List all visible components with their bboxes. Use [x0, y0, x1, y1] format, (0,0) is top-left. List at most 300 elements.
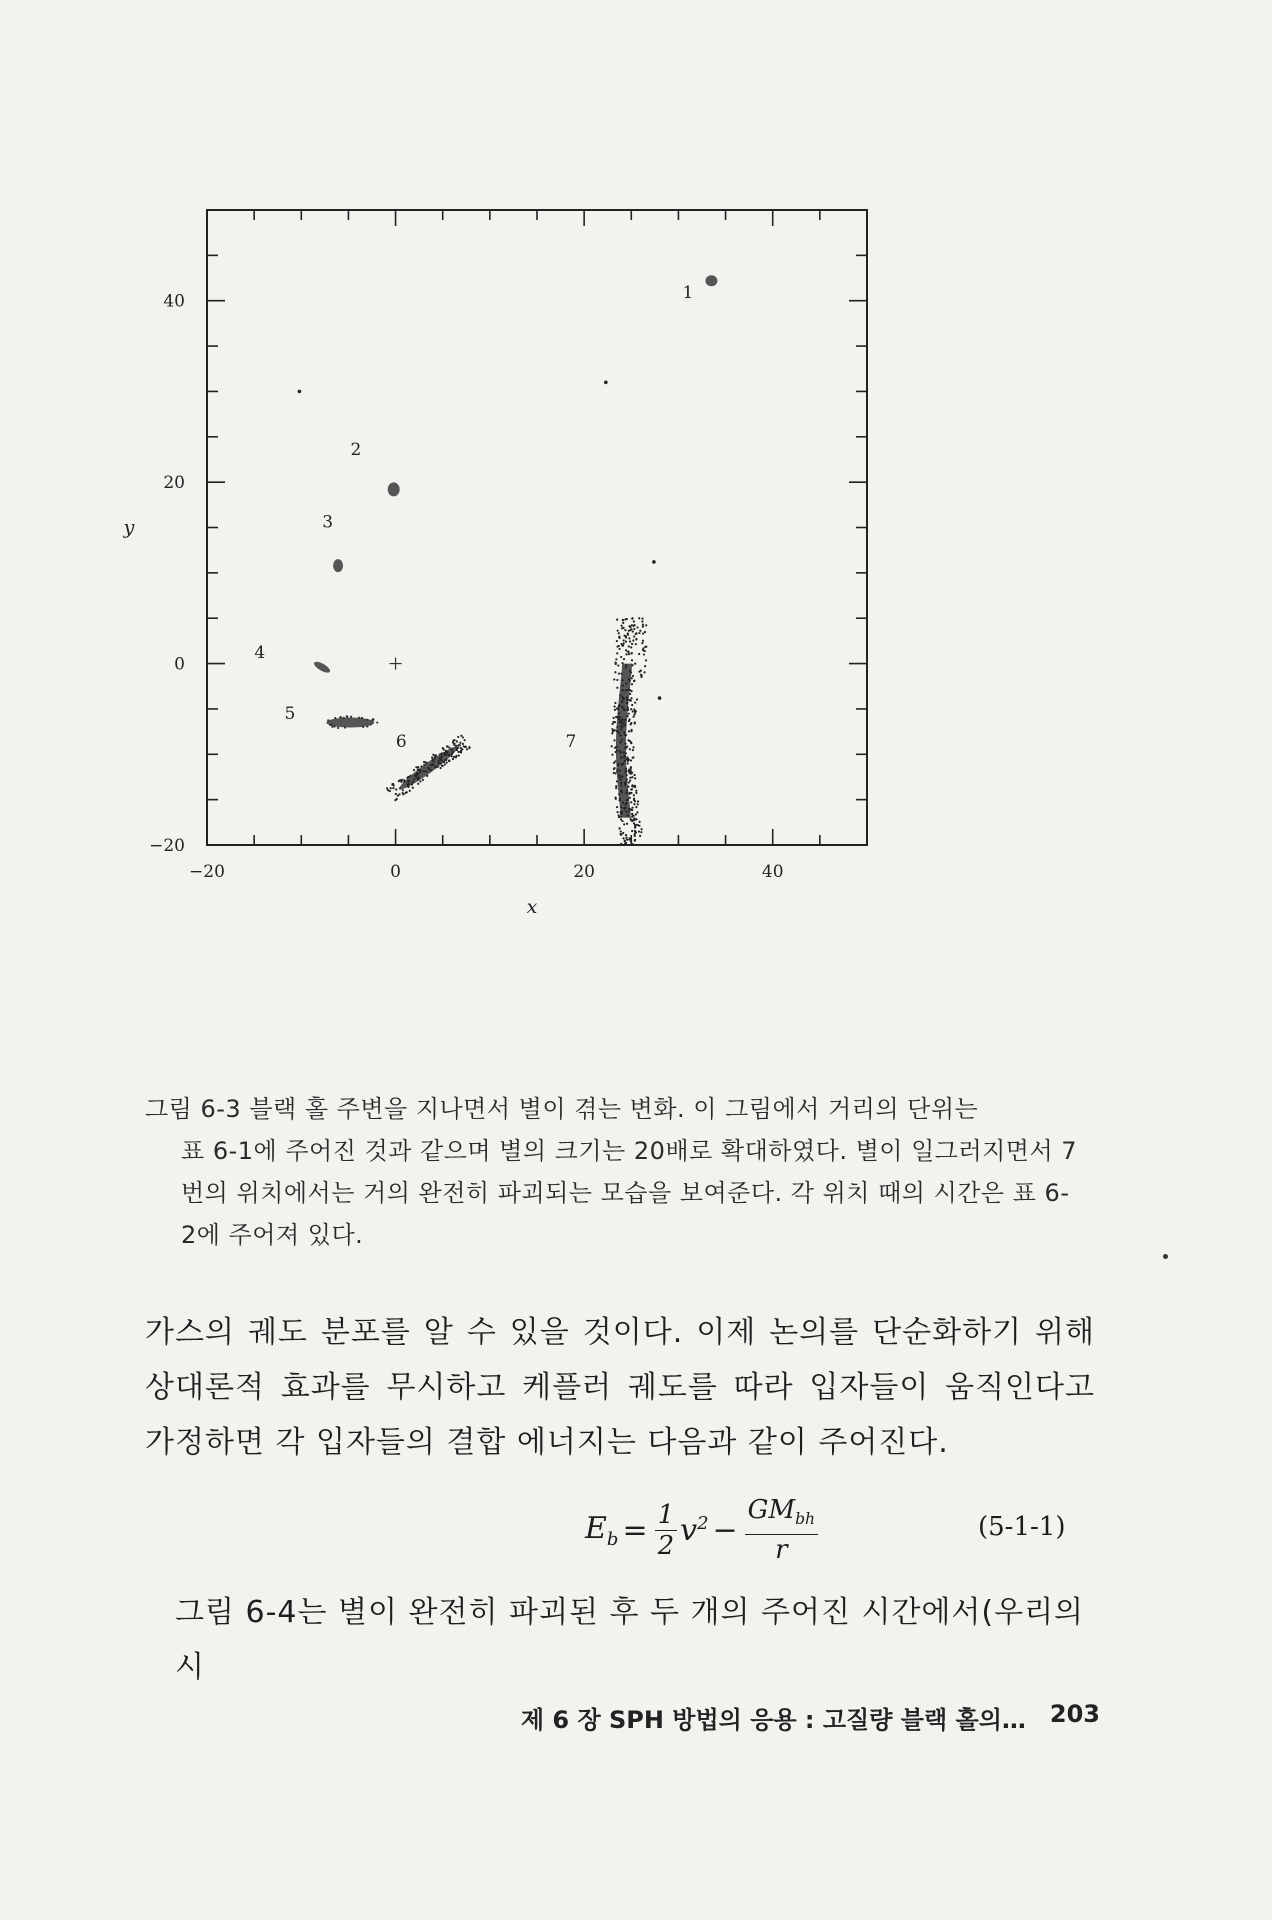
star-particle	[451, 755, 453, 757]
star-particle	[613, 678, 615, 680]
star-particle	[445, 751, 447, 753]
star-particle	[637, 800, 639, 802]
figure-6-3	[123, 210, 1090, 1070]
star-particle	[621, 627, 623, 629]
star-particle	[616, 806, 618, 808]
star-particle	[466, 748, 468, 750]
y-tick-label: 20	[163, 473, 185, 494]
star-particle	[622, 685, 624, 687]
star-particle	[626, 745, 628, 747]
star-particle	[627, 762, 629, 764]
margin-dot	[1163, 1254, 1168, 1259]
star-particle	[457, 751, 459, 753]
star-particle	[616, 687, 618, 689]
star-particle	[637, 803, 639, 805]
star-particle	[619, 779, 621, 781]
star-particle	[620, 811, 622, 813]
star-particle	[634, 839, 636, 841]
star-particle	[627, 798, 629, 800]
star-particle	[634, 710, 636, 712]
star-particle	[457, 736, 459, 738]
star-particle	[628, 781, 630, 783]
star-particle	[370, 723, 372, 725]
star-particle	[642, 633, 644, 635]
star-particle	[635, 818, 637, 820]
star-particle	[628, 678, 630, 680]
star-particle	[620, 784, 622, 786]
star-particle	[622, 802, 624, 804]
star-particle	[441, 760, 443, 762]
y-tick-label: 0	[174, 654, 185, 675]
star-particle	[425, 761, 427, 763]
star-particle	[615, 787, 617, 789]
star-particle	[419, 771, 421, 773]
star-particle	[631, 830, 633, 832]
star-particle	[444, 754, 446, 756]
star-particle	[633, 774, 635, 776]
star-particle	[615, 785, 617, 787]
star-particle	[621, 775, 623, 777]
star-particle	[614, 721, 616, 723]
star-particle	[623, 751, 625, 753]
star-particle	[358, 717, 360, 719]
star-particle	[415, 774, 417, 776]
star-particle	[625, 811, 627, 813]
star-particle	[618, 636, 620, 638]
star-particle	[630, 769, 632, 771]
star-particle	[624, 808, 626, 810]
star-particle	[617, 763, 619, 765]
star-particle	[620, 728, 622, 730]
star-particle	[331, 726, 333, 728]
star-particle	[464, 739, 466, 741]
star-particle	[350, 716, 352, 718]
star-particle	[630, 818, 632, 820]
position-label-5: 5	[284, 703, 296, 724]
star-particle	[621, 705, 623, 707]
star-particle	[618, 793, 620, 795]
star-particle	[422, 779, 424, 781]
star-particle	[459, 744, 461, 746]
star-particle	[636, 698, 638, 700]
figure-caption	[145, 1088, 1085, 1256]
star-particle	[625, 641, 627, 643]
star-particle	[632, 749, 634, 751]
star-particle	[620, 782, 622, 784]
star-particle	[613, 772, 615, 774]
x-tick-label: 20	[573, 862, 595, 882]
star-particle	[633, 822, 635, 824]
star-particle	[637, 824, 639, 826]
star-particle	[624, 784, 626, 786]
x-tick-label: 0	[390, 862, 401, 882]
star-particle	[633, 714, 635, 716]
star-particle	[630, 840, 632, 842]
star-particle	[629, 670, 631, 672]
star-particle	[438, 762, 440, 764]
star-particle	[645, 624, 647, 626]
star-particle	[632, 710, 634, 712]
x-tick-label: −20	[189, 862, 225, 882]
star-particle	[630, 773, 632, 775]
star-particle	[628, 730, 630, 732]
equation-5-1-1	[0, 1490, 1272, 1570]
star-particle	[628, 680, 630, 682]
star-particle	[632, 757, 634, 759]
star-particle	[628, 810, 630, 812]
star-position-1	[705, 275, 717, 286]
star-particle	[630, 699, 632, 701]
star-particle	[629, 837, 631, 839]
caption-rest: 표 6-1에 주어진 것과 같으며 별의 크기는 20배로 확대하였다. 별이 일그러지면서 7번의 위치에서는 거의 완전히 파괴되는 모습을 보여준다. 각 위치 때의 시간은 표 6-2에 주어져 있다.	[181, 1137, 1078, 1249]
star-particle	[392, 783, 394, 785]
star-particle	[396, 798, 398, 800]
star-particle	[633, 680, 635, 682]
star-particle	[630, 690, 632, 692]
star-particle	[632, 675, 634, 677]
star-particle	[437, 766, 439, 768]
star-particle	[631, 643, 633, 645]
star-particle	[612, 730, 614, 732]
star-particle	[634, 721, 636, 723]
star-particle	[642, 640, 644, 642]
star-particle	[460, 735, 462, 737]
star-particle	[618, 704, 620, 706]
star-particle	[623, 724, 625, 726]
eq-fraction-potential: $\frac{GM_{bh}}{r}$	[745, 1495, 818, 1565]
star-particle	[623, 698, 625, 700]
star-particle	[621, 726, 623, 728]
star-particle	[630, 646, 632, 648]
star-particle	[626, 697, 628, 699]
star-particle	[641, 642, 643, 644]
star-particle	[625, 770, 627, 772]
star-particle	[415, 776, 417, 778]
star-particle	[632, 785, 634, 787]
star-particle	[642, 626, 644, 628]
y-axis-label: y	[123, 516, 135, 539]
star-particle	[634, 800, 636, 802]
star-particle	[632, 746, 634, 748]
star-particle	[625, 842, 627, 844]
star-particle	[408, 780, 410, 782]
star-particle	[627, 689, 629, 691]
star-particle	[625, 752, 627, 754]
star-particle	[644, 665, 646, 667]
star-particle	[619, 833, 621, 835]
star-particle	[616, 619, 618, 621]
star-particle	[631, 664, 633, 666]
star-particle	[618, 776, 620, 778]
star-particle	[623, 639, 625, 641]
star-particle	[468, 747, 470, 749]
star-particle	[451, 748, 453, 750]
star-particle	[630, 801, 632, 803]
star-particle	[635, 792, 637, 794]
star-particle	[631, 617, 633, 619]
star-particle	[641, 828, 643, 830]
star-particle	[330, 724, 332, 726]
star-particle	[618, 712, 620, 714]
star-particle	[616, 640, 618, 642]
star-particle	[440, 762, 442, 764]
star-particle	[619, 750, 621, 752]
star-particle	[620, 741, 622, 743]
star-particle	[619, 734, 621, 736]
star-particle	[344, 726, 346, 728]
x-axis-label: x	[526, 896, 538, 918]
star-particle	[622, 763, 624, 765]
star-particle	[626, 823, 628, 825]
star-particle	[634, 701, 636, 703]
star-particle	[398, 793, 400, 795]
star-particle	[432, 759, 434, 761]
star-particle	[629, 693, 631, 695]
star-particle	[390, 787, 392, 789]
star-particle	[634, 825, 636, 827]
star-particle	[458, 754, 460, 756]
star-particle	[620, 815, 622, 817]
star-particle	[618, 799, 620, 801]
star-particle	[629, 748, 631, 750]
star-particle	[411, 783, 413, 785]
star-particle	[611, 754, 613, 756]
star-particle	[448, 760, 450, 762]
star-particle	[636, 811, 638, 813]
position-label-2: 2	[350, 439, 362, 460]
star-particle	[402, 793, 404, 795]
stray-point	[298, 390, 302, 394]
star-particle	[638, 617, 640, 619]
star-particle	[624, 629, 626, 631]
star-particle	[620, 790, 622, 792]
star-particle	[618, 732, 620, 734]
star-particle	[620, 656, 622, 658]
star-particle	[621, 700, 623, 702]
star-particle	[619, 827, 621, 829]
star-particle	[456, 740, 458, 742]
star-particle	[620, 830, 622, 832]
star-particle	[642, 624, 644, 626]
star-particle	[615, 716, 617, 718]
star-particle	[641, 617, 643, 619]
star-particle	[623, 721, 625, 723]
star-particle	[640, 676, 642, 678]
star-particle	[621, 820, 623, 822]
star-particle	[631, 788, 633, 790]
star-particle	[618, 645, 620, 647]
star-particle	[427, 767, 429, 769]
star-particle	[620, 643, 622, 645]
star-particle	[446, 745, 448, 747]
star-particle	[626, 715, 628, 717]
star-particle	[621, 739, 623, 741]
star-particle	[452, 741, 454, 743]
star-particle	[426, 775, 428, 777]
star-particle	[430, 769, 432, 771]
star-particle	[635, 813, 637, 815]
star-particle	[631, 683, 633, 685]
star-particle	[631, 776, 633, 778]
star-particle	[443, 748, 445, 750]
star-particle	[412, 781, 414, 783]
star-particle	[629, 777, 631, 779]
star-particle	[614, 705, 616, 707]
star-particle	[435, 766, 437, 768]
star-particle	[620, 843, 622, 845]
star-particle	[622, 689, 624, 691]
star-particle	[621, 679, 623, 681]
star-particle	[423, 770, 425, 772]
star-particle	[445, 759, 447, 761]
star-particle	[624, 755, 626, 757]
star-particle	[625, 774, 627, 776]
star-particle	[617, 708, 619, 710]
star-particle	[638, 671, 640, 673]
star-particle	[362, 726, 364, 728]
star-particle	[417, 768, 419, 770]
star-particle	[612, 723, 614, 725]
star-particle	[616, 726, 618, 728]
star-particle	[624, 719, 626, 721]
star-particle	[431, 756, 433, 758]
star-particle	[628, 645, 630, 647]
star-particle	[621, 662, 623, 664]
star-particle	[625, 664, 627, 666]
star-particle	[406, 777, 408, 779]
star-particle	[631, 624, 633, 626]
star-particle	[456, 747, 458, 749]
star-particle	[625, 834, 627, 836]
star-particle	[620, 813, 622, 815]
star-particle	[625, 635, 627, 637]
star-particle	[630, 759, 632, 761]
star-position-4	[312, 660, 331, 675]
star-particle	[451, 753, 453, 755]
star-particle	[453, 744, 455, 746]
star-particle	[446, 762, 448, 764]
star-particle	[635, 633, 637, 635]
y-tick-label: 40	[163, 291, 185, 312]
star-particle	[629, 779, 631, 781]
star-particle	[630, 741, 632, 743]
star-particle	[627, 707, 629, 709]
star-particle	[639, 821, 641, 823]
star-particle	[343, 717, 345, 719]
stray-point	[652, 560, 656, 564]
star-particle	[630, 652, 632, 654]
star-particle	[634, 777, 636, 779]
star-particle	[623, 731, 625, 733]
star-particle	[462, 736, 464, 738]
star-particle	[630, 628, 632, 630]
star-particle	[643, 653, 645, 655]
equation-number: (5-1-1)	[978, 1512, 1066, 1542]
star-particle	[616, 679, 618, 681]
star-particle	[620, 756, 622, 758]
star-particle	[453, 756, 455, 758]
star-particle	[638, 830, 640, 832]
star-particle	[376, 721, 378, 723]
star-particle	[395, 788, 397, 790]
star-particle	[618, 718, 620, 720]
star-particle	[408, 783, 410, 785]
star-particle	[621, 625, 623, 627]
star-particle	[638, 653, 640, 655]
star-particle	[413, 769, 415, 771]
star-particle	[639, 630, 641, 632]
star-particle	[613, 768, 615, 770]
star-particle	[334, 717, 336, 719]
star-particle	[630, 729, 632, 731]
star-particle	[448, 747, 450, 749]
star-particle	[419, 769, 421, 771]
caption-lead: 그림 6-3 블랙 홀 주변을 지나면서 별이 겪는 변화. 이 그림에서 거리의 단위는	[145, 1095, 979, 1123]
star-particle	[611, 732, 613, 734]
star-particle	[616, 780, 618, 782]
star-particle	[626, 699, 628, 701]
star-particle	[452, 751, 454, 753]
star-particle	[615, 663, 617, 665]
star-particle	[631, 820, 633, 822]
star-particle	[619, 770, 621, 772]
star-particle	[402, 789, 404, 791]
star-particle	[633, 819, 635, 821]
star-particle	[430, 764, 432, 766]
star-particle	[340, 716, 342, 718]
star-particle	[614, 751, 616, 753]
star-particle	[459, 742, 461, 744]
star-particle	[640, 831, 642, 833]
star-particle	[615, 658, 617, 660]
star-particle	[423, 764, 425, 766]
star-particle	[622, 707, 624, 709]
star-particle	[439, 757, 441, 759]
star-particle	[616, 770, 618, 772]
star-particle	[625, 836, 627, 838]
star-particle	[617, 630, 619, 632]
star-particle	[619, 716, 621, 718]
star-particle	[627, 632, 629, 634]
star-particle	[361, 717, 363, 719]
star-particle	[614, 671, 616, 673]
star-particle	[630, 708, 632, 710]
star-particle	[624, 743, 626, 745]
star-particle	[366, 719, 368, 721]
star-particle	[366, 725, 368, 727]
star-particle	[625, 792, 627, 794]
star-particle	[613, 717, 615, 719]
star-particle	[633, 794, 635, 796]
star-particle	[431, 764, 433, 766]
star-particle	[443, 761, 445, 763]
star-particle	[641, 620, 643, 622]
eq-fraction-half: $\frac{1}{2}$	[655, 1500, 678, 1561]
star-particle	[618, 672, 620, 674]
star-particle	[441, 764, 443, 766]
star-particle	[619, 797, 621, 799]
equation-body: $E_b$ = $\frac{1}{2}$ $v^2$ − $\frac{GM_{bh}}{r}$	[585, 1490, 821, 1570]
star-particle	[444, 763, 446, 765]
star-particle	[626, 789, 628, 791]
star-particle	[623, 823, 625, 825]
star-particle	[624, 734, 626, 736]
star-particle	[460, 749, 462, 751]
star-particle	[441, 755, 443, 757]
star-particle	[628, 651, 630, 653]
star-particle	[622, 619, 624, 621]
star-particle	[626, 778, 628, 780]
